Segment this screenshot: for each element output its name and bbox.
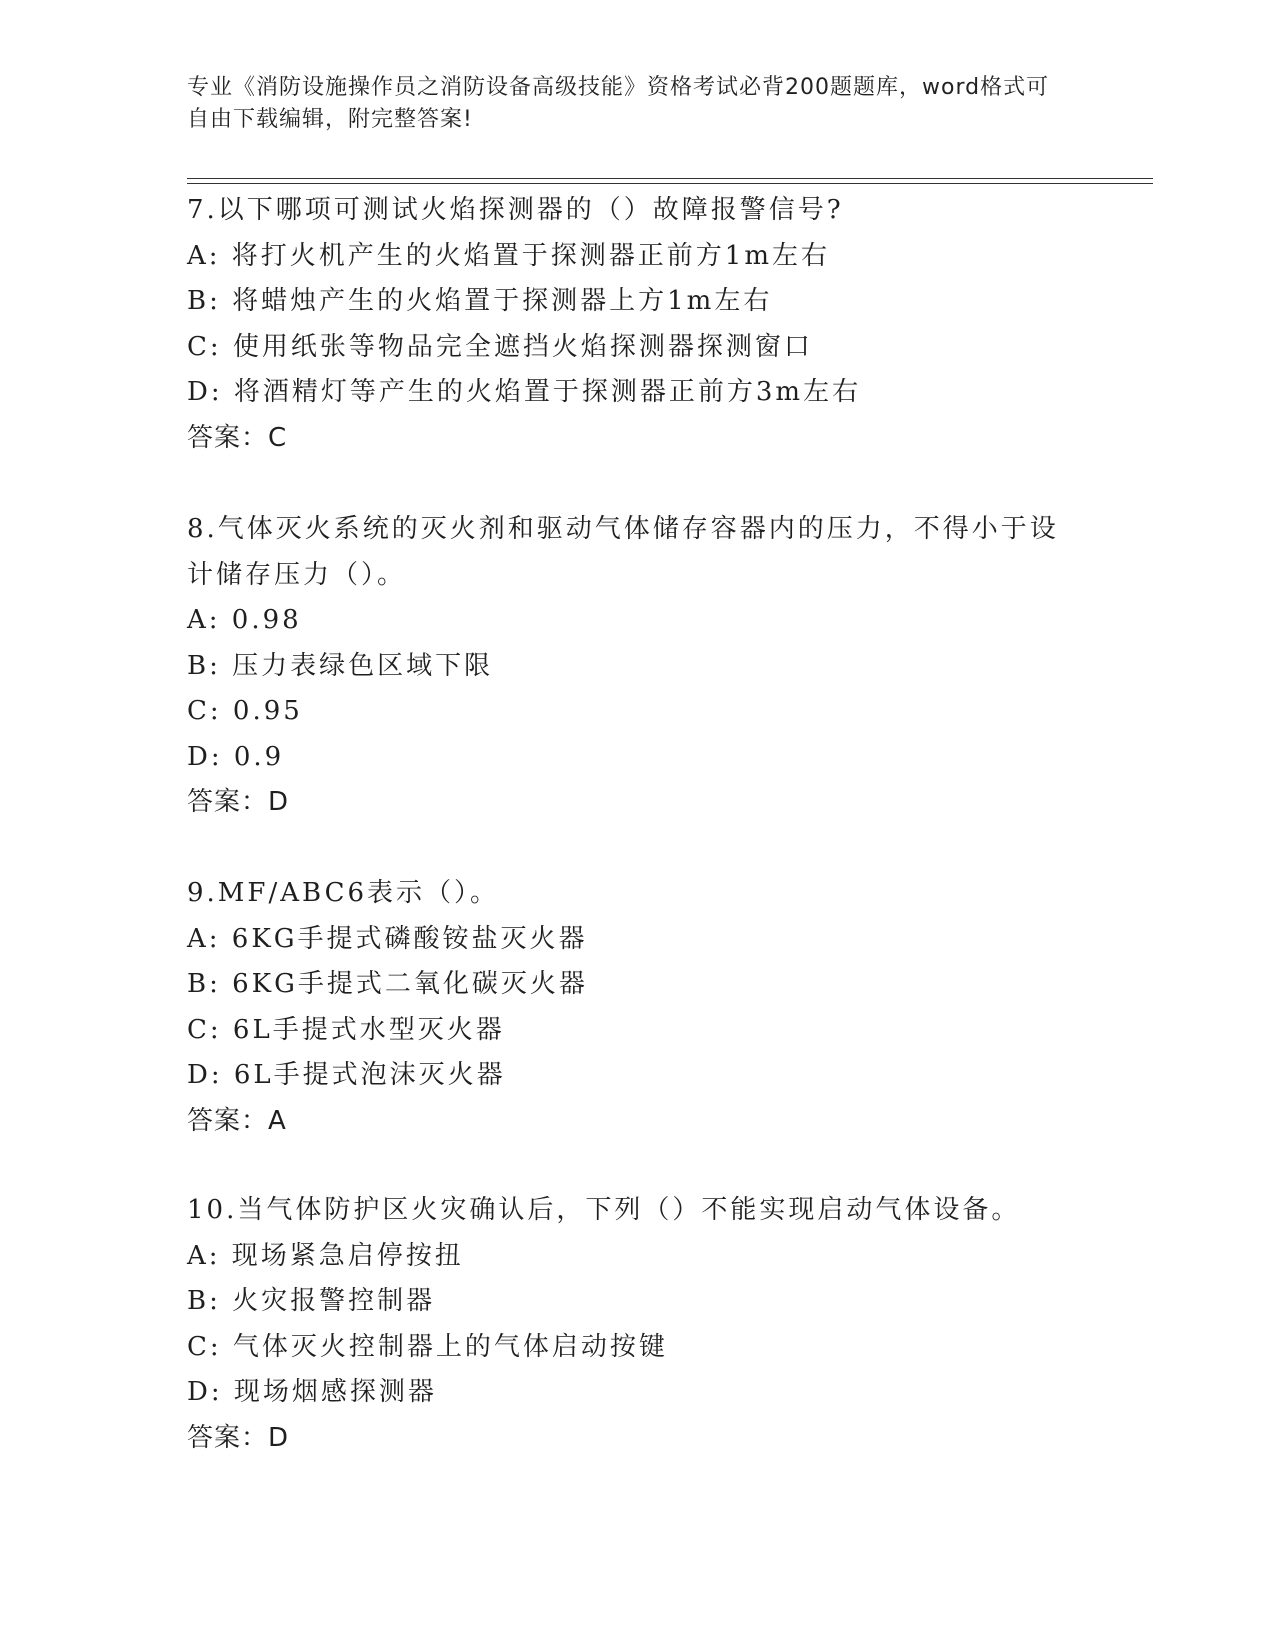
option-c: C: 气体灭火控制器上的气体启动按键 (187, 1331, 668, 1362)
question-stem: 8.气体灭火系统的灭火剂和驱动气体储存容器内的压力，不得小于设计储存压力（）。 (187, 514, 1059, 590)
question-stem: 10.当气体防护区火灾确认后，下列（）不能实现启动气体设备。 (187, 1195, 1021, 1225)
option-c: C: 使用纸张等物品完全遮挡火焰探测器探测窗口 (187, 331, 813, 362)
question-stem: 7.以下哪项可测试火焰探测器的（）故障报警信号? (187, 195, 844, 225)
option-a: A: 将打火机产生的火焰置于探测器正前方1m左右 (187, 240, 830, 271)
option-c: C: 6L手提式水型灭火器 (187, 1014, 505, 1045)
question-block-7 (187, 188, 1067, 461)
option-b: B: 火灾报警控制器 (187, 1286, 436, 1316)
option-d: D: 6L手提式泡沫灭火器 (187, 1060, 506, 1090)
option-d: D: 现场烟感探测器 (187, 1377, 437, 1407)
option-a: A: 现场紧急启停按扭 (187, 1240, 464, 1271)
header-divider-top (187, 178, 1153, 179)
option-d: D: 将酒精灯等产生的火焰置于探测器正前方3m左右 (187, 377, 862, 407)
answer-line: 答案：C (187, 422, 288, 453)
option-c: C: 0.95 (187, 696, 303, 726)
question-stem: 9.MF/ABC6表示（）。 (187, 878, 500, 908)
answer-line: 答案：A (187, 1105, 287, 1136)
answer-line: 答案：D (187, 787, 290, 817)
question-block-8 (187, 507, 1067, 826)
header-divider-bottom (187, 183, 1153, 184)
question-block-10 (187, 1188, 1067, 1461)
option-a: A: 6KG手提式磷酸铵盐灭火器 (187, 923, 588, 954)
option-a: A: 0.98 (187, 605, 302, 635)
option-b: B: 将蜡烛产生的火焰置于探测器上方1m左右 (187, 286, 773, 316)
option-b: B: 6KG手提式二氧化碳灭火器 (187, 969, 588, 999)
question-block-9 (187, 871, 1067, 1144)
option-d: D: 0.9 (187, 741, 285, 772)
option-b: B: 压力表绿色区域下限 (187, 650, 494, 681)
document-header: 专业《消防设施操作员之消防设备高级技能》资格考试必背200题题库，word格式可自由下载编辑，附完整答案! (187, 75, 1050, 132)
answer-line: 答案：D (187, 1422, 290, 1453)
